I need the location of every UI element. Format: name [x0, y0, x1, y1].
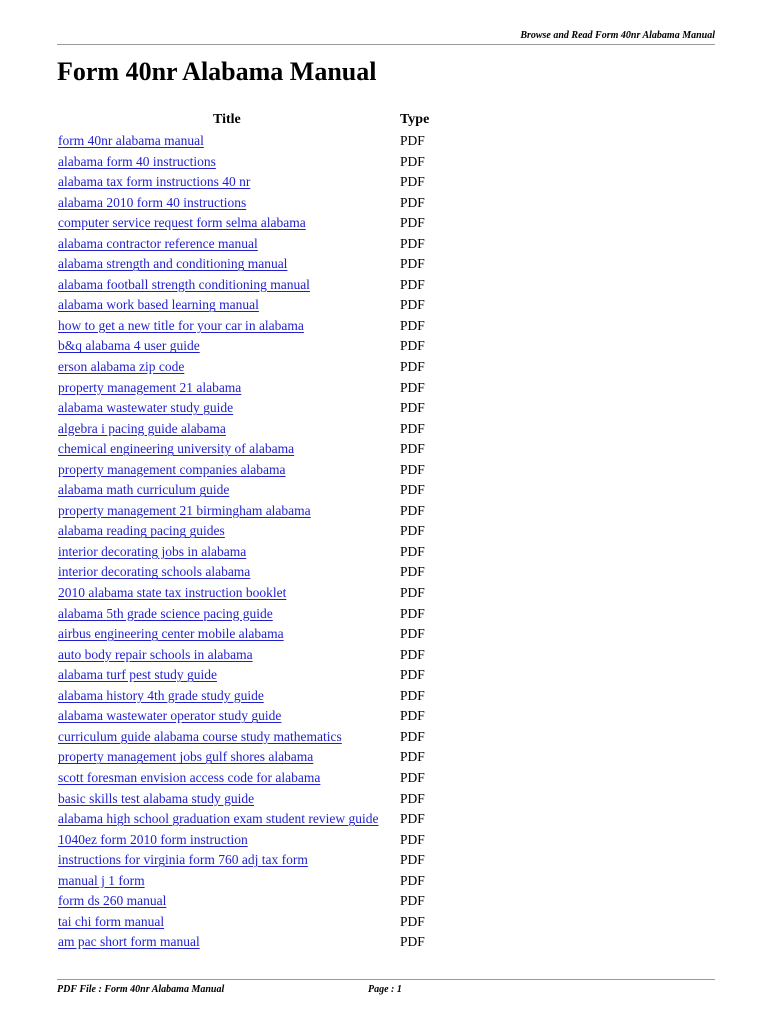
document-link[interactable]: property management companies alabama — [58, 461, 286, 477]
document-link[interactable]: computer service request form selma alabama — [58, 215, 306, 231]
document-link[interactable]: how to get a new title for your car in alabama — [58, 317, 304, 333]
document-link[interactable]: alabama high school graduation exam student review guide — [58, 811, 379, 827]
document-link[interactable]: tai chi form manual — [58, 913, 165, 929]
document-link[interactable]: chemical engineering university of alabama — [58, 441, 295, 457]
document-link[interactable]: 2010 alabama state tax instruction booklet — [58, 585, 287, 601]
document-link[interactable]: manual j 1 form — [58, 872, 145, 888]
file-type-label: PDF — [400, 502, 425, 518]
document-link[interactable]: alabama wastewater study guide — [58, 400, 234, 416]
list-item — [58, 480, 478, 501]
file-type-label: PDF — [400, 646, 425, 662]
footer-divider — [57, 979, 715, 980]
document-link[interactable]: airbus engineering center mobile alabama — [58, 626, 284, 642]
list-item — [58, 172, 478, 193]
document-link[interactable]: alabama contractor reference manual — [58, 235, 258, 251]
document-link[interactable]: interior decorating schools alabama — [58, 564, 251, 580]
document-link[interactable]: b&q alabama 4 user guide — [58, 338, 200, 354]
list-item — [58, 542, 478, 563]
list-item — [58, 336, 478, 357]
file-type-label: PDF — [400, 728, 425, 744]
document-link[interactable]: form 40nr alabama manual — [58, 133, 204, 148]
list-item — [58, 460, 478, 481]
list-item — [58, 521, 478, 542]
list-item — [58, 152, 478, 173]
file-type-label: PDF — [400, 297, 425, 313]
list-item — [58, 830, 478, 851]
list-item — [58, 789, 478, 810]
file-type-label: PDF — [400, 626, 425, 642]
list-item — [58, 912, 478, 933]
file-type-label: PDF — [400, 667, 425, 683]
column-header-type: Type — [400, 112, 430, 127]
document-link[interactable]: form ds 260 manual — [58, 893, 167, 909]
list-item — [58, 295, 478, 316]
document-link[interactable]: am pac short form manual — [58, 934, 200, 950]
file-type-label: PDF — [400, 913, 425, 929]
document-link[interactable]: property management 21 birmingham alabama — [58, 502, 311, 518]
list-item — [58, 234, 478, 255]
file-type-label: PDF — [400, 543, 425, 559]
document-link[interactable]: interior decorating jobs in alabama — [58, 543, 247, 559]
list-item — [58, 254, 478, 275]
list-item — [58, 501, 478, 522]
file-type-label: PDF — [400, 338, 425, 354]
document-link[interactable]: alabama work based learning manual — [58, 297, 259, 313]
page-title: Form 40nr Alabama Manual — [57, 57, 377, 86]
file-type-label: PDF — [400, 893, 425, 909]
document-link[interactable]: curriculum guide alabama course study mathematics — [58, 728, 342, 744]
file-type-label: PDF — [400, 133, 425, 148]
file-type-label: PDF — [400, 523, 425, 539]
list-item — [58, 850, 478, 871]
document-link[interactable]: instructions for virginia form 760 adj tax form — [58, 852, 308, 868]
file-type-label: PDF — [400, 585, 425, 601]
list-item — [58, 439, 478, 460]
list-item — [58, 398, 478, 419]
file-type-label: PDF — [400, 872, 425, 888]
file-type-label: PDF — [400, 852, 425, 868]
document-link[interactable]: alabama reading pacing guides — [58, 523, 225, 539]
file-type-label: PDF — [400, 379, 425, 395]
document-link[interactable]: auto body repair schools in alabama — [58, 646, 253, 662]
list-item — [58, 419, 478, 440]
document-link[interactable]: alabama strength and conditioning manual — [58, 256, 288, 272]
file-type-label: PDF — [400, 564, 425, 580]
document-link[interactable]: alabama turf pest study guide — [58, 667, 217, 683]
document-link[interactable]: alabama football strength conditioning manual — [58, 276, 310, 292]
list-item — [58, 624, 478, 645]
list-item — [58, 747, 478, 768]
file-type-label: PDF — [400, 276, 425, 292]
file-type-label: PDF — [400, 790, 425, 806]
file-type-label: PDF — [400, 605, 425, 621]
list-item — [58, 583, 478, 604]
document-link[interactable]: alabama math curriculum guide — [58, 482, 230, 498]
list-item — [58, 768, 478, 789]
file-type-label: PDF — [400, 215, 425, 231]
list-item — [58, 871, 478, 892]
file-type-label: PDF — [400, 482, 425, 498]
document-list — [58, 131, 478, 953]
document-link[interactable]: alabama wastewater operator study guide — [58, 708, 282, 724]
document-link[interactable]: property management 21 alabama — [58, 379, 242, 395]
file-type-label: PDF — [400, 235, 425, 251]
file-type-label: PDF — [400, 441, 425, 457]
document-link[interactable]: 1040ez form 2010 form instruction — [58, 831, 248, 847]
list-item — [58, 193, 478, 214]
file-type-label: PDF — [400, 769, 425, 785]
list-item — [58, 645, 478, 666]
document-link[interactable]: scott foresman envision access code for alabama — [58, 769, 321, 785]
file-type-label: PDF — [400, 934, 425, 950]
file-type-label: PDF — [400, 687, 425, 703]
list-item — [58, 316, 478, 337]
column-header-title: Title — [213, 112, 241, 127]
document-link[interactable]: alabama tax form instructions 40 nr — [58, 174, 251, 190]
list-item — [58, 131, 478, 152]
footer-page-number: Page : 1 — [368, 984, 402, 995]
file-type-label: PDF — [400, 317, 425, 333]
file-type-label: PDF — [400, 256, 425, 272]
list-item — [58, 891, 478, 912]
document-link[interactable]: algebra i pacing guide alabama — [58, 420, 226, 436]
document-link[interactable]: alabama 5th grade science pacing guide — [58, 605, 273, 621]
footer-file-label: PDF File : Form 40nr Alabama Manual — [57, 984, 225, 995]
list-item — [58, 727, 478, 748]
document-link[interactable]: alabama history 4th grade study guide — [58, 687, 264, 703]
list-item — [58, 604, 478, 625]
running-header: Browse and Read Form 40nr Alabama Manual — [520, 30, 715, 41]
document-link[interactable]: erson alabama zip code — [58, 359, 185, 375]
list-item — [58, 809, 478, 830]
file-type-label: PDF — [400, 749, 425, 765]
list-item — [58, 357, 478, 378]
list-item — [58, 686, 478, 707]
list-item — [58, 706, 478, 727]
list-item — [58, 275, 478, 296]
header-divider — [57, 44, 715, 45]
list-item — [58, 562, 478, 583]
file-type-label: PDF — [400, 174, 425, 190]
file-type-label: PDF — [400, 359, 425, 375]
file-type-label: PDF — [400, 461, 425, 477]
file-type-label: PDF — [400, 811, 425, 827]
list-item — [58, 932, 478, 953]
file-type-label: PDF — [400, 194, 425, 210]
document-link[interactable]: alabama form 40 instructions — [58, 153, 216, 169]
file-type-label: PDF — [400, 400, 425, 416]
file-type-label: PDF — [400, 831, 425, 847]
document-link[interactable]: basic skills test alabama study guide — [58, 790, 255, 806]
list-item — [58, 378, 478, 399]
document-link[interactable]: alabama 2010 form 40 instructions — [58, 194, 247, 210]
file-type-label: PDF — [400, 153, 425, 169]
list-item — [58, 665, 478, 686]
document-link[interactable]: property management jobs gulf shores alabama — [58, 749, 314, 765]
list-item — [58, 213, 478, 234]
file-type-label: PDF — [400, 420, 425, 436]
file-type-label: PDF — [400, 708, 425, 724]
